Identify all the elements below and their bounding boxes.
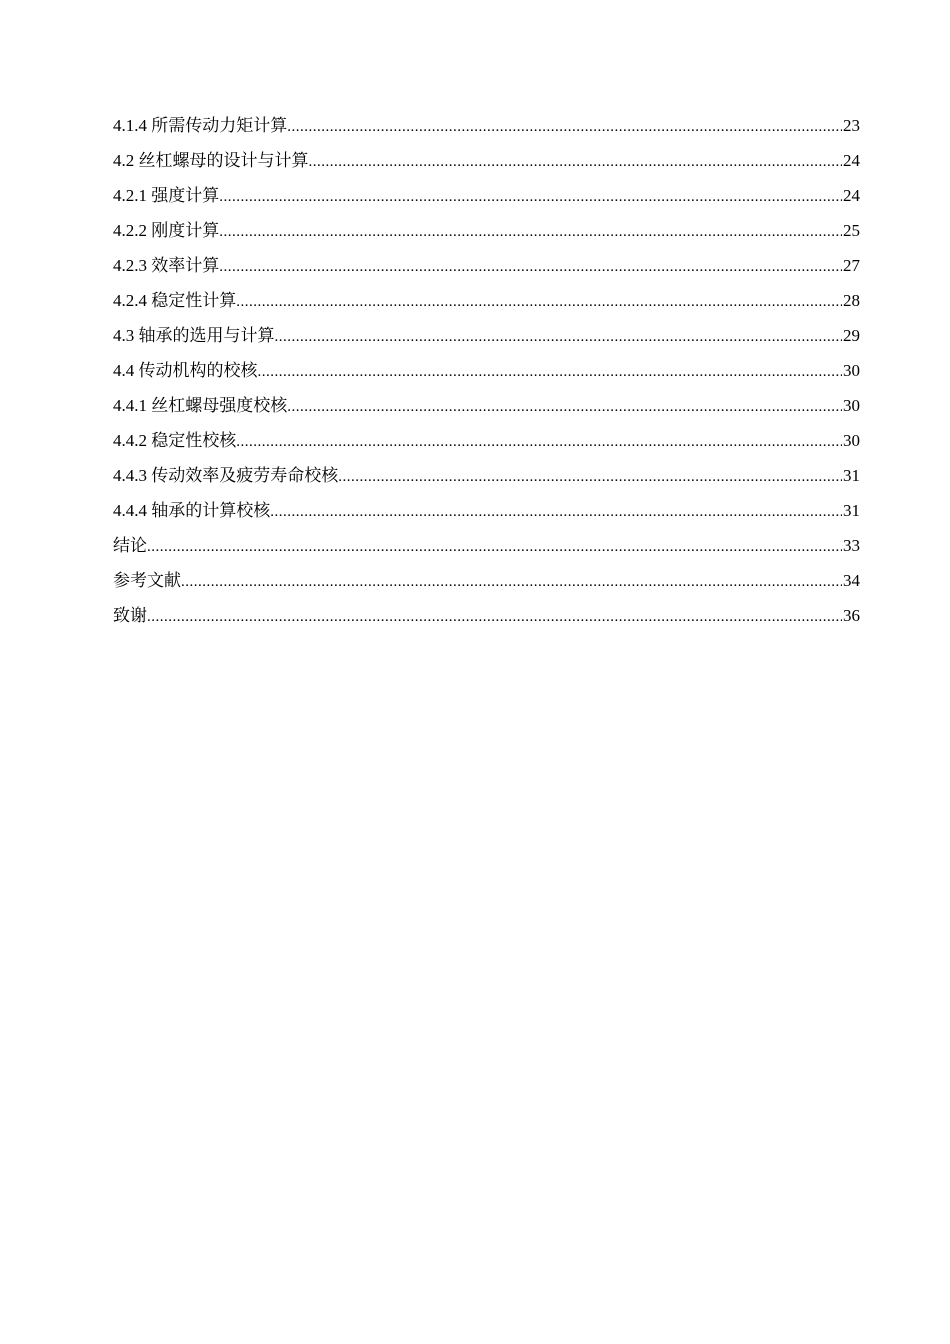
toc-entry-label: 4.2.2 刚度计算 [113, 221, 220, 240]
toc-entry-page: 33 [843, 536, 860, 555]
toc-entry-page: 30 [843, 396, 860, 415]
toc-entry-label: 4.4 传动机构的校核 [113, 361, 258, 380]
toc-dot-leader [287, 390, 842, 425]
toc-entry[interactable] [113, 178, 860, 213]
toc-dot-leader [270, 495, 842, 530]
toc-entry-label: 4.2.3 效率计算 [113, 256, 220, 275]
toc-entry-page: 25 [843, 221, 860, 240]
toc-entry-label: 4.4.1 丝杠螺母强度校核 [113, 396, 288, 415]
toc-entry-label: 4.2 丝杠螺母的设计与计算 [113, 151, 309, 170]
toc-dot-leader [147, 530, 842, 565]
toc-entry-page: 34 [843, 571, 860, 590]
toc-dot-leader [147, 600, 842, 635]
toc-entry-page: 27 [843, 256, 860, 275]
toc-entry[interactable] [113, 108, 860, 143]
toc-entry-label: 致谢 [113, 606, 147, 625]
table-of-contents [113, 108, 860, 633]
toc-entry[interactable] [113, 318, 860, 353]
toc-entry-label: 结论 [113, 536, 147, 555]
toc-dot-leader [258, 355, 843, 390]
toc-entry-page: 28 [843, 291, 860, 310]
toc-entry[interactable] [113, 248, 860, 283]
toc-entry[interactable] [113, 143, 860, 178]
toc-dot-leader [219, 180, 842, 215]
toc-dot-leader [219, 250, 842, 285]
toc-entry-label: 参考文献 [113, 571, 181, 590]
toc-entry[interactable] [113, 388, 860, 423]
toc-dot-leader [219, 215, 842, 250]
toc-entry-page: 23 [843, 116, 860, 135]
toc-dot-leader [236, 425, 842, 460]
toc-entry[interactable] [113, 283, 860, 318]
toc-entry[interactable] [113, 563, 860, 598]
toc-entry-page: 30 [843, 361, 860, 380]
toc-entry-label: 4.1.4 所需传动力矩计算 [113, 116, 288, 135]
toc-entry-page: 31 [843, 466, 860, 485]
toc-entry-page: 36 [843, 606, 860, 625]
toc-entry-label: 4.4.4 轴承的计算校核 [113, 501, 271, 520]
toc-entry[interactable] [113, 213, 860, 248]
toc-dot-leader [309, 145, 843, 180]
toc-entry[interactable] [113, 528, 860, 563]
toc-entry-page: 24 [843, 151, 860, 170]
toc-entry[interactable] [113, 353, 860, 388]
toc-entry[interactable] [113, 598, 860, 633]
toc-entry[interactable] [113, 423, 860, 458]
toc-entry-label: 4.2.1 强度计算 [113, 186, 220, 205]
toc-dot-leader [236, 285, 842, 320]
toc-entry-page: 24 [843, 186, 860, 205]
toc-entry-page: 29 [843, 326, 860, 345]
toc-entry-page: 31 [843, 501, 860, 520]
toc-entry-label: 4.2.4 稳定性计算 [113, 291, 237, 310]
toc-dot-leader [338, 460, 842, 495]
toc-entry-label: 4.4.2 稳定性校核 [113, 431, 237, 450]
toc-dot-leader [275, 320, 843, 355]
toc-entry[interactable] [113, 493, 860, 528]
toc-dot-leader [287, 110, 842, 145]
toc-entry-label: 4.3 轴承的选用与计算 [113, 326, 275, 345]
toc-entry-page: 30 [843, 431, 860, 450]
toc-entry-label: 4.4.3 传动效率及疲劳寿命校核 [113, 466, 339, 485]
toc-entry[interactable] [113, 458, 860, 493]
toc-dot-leader [181, 565, 842, 600]
